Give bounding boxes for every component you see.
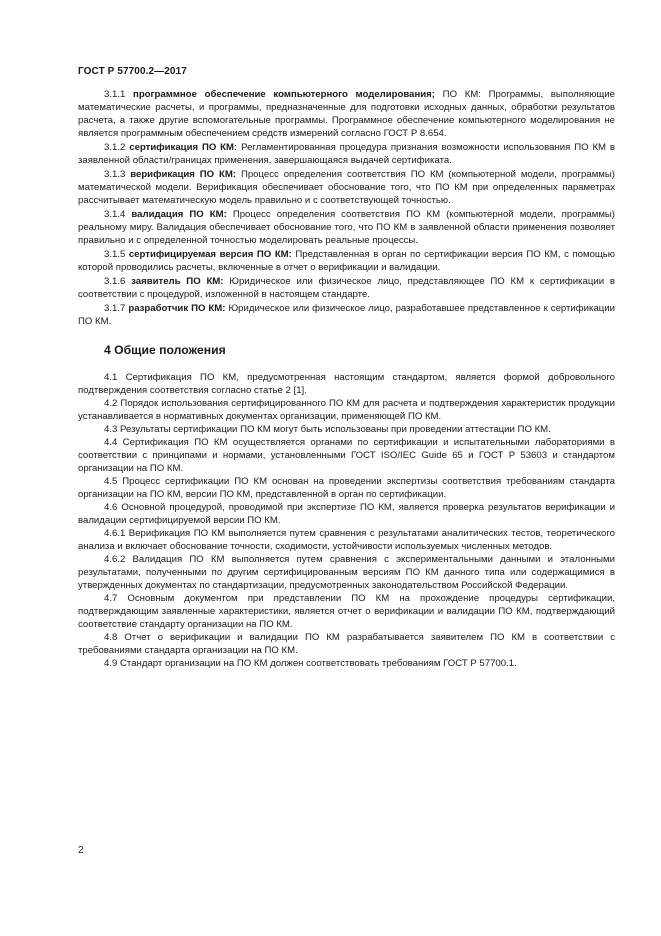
clause-number: 3.1.6: [104, 276, 126, 287]
clause-number: 3.1.3: [104, 169, 126, 180]
section-heading: 4 Общие положения: [104, 343, 226, 357]
definition-text: Процесс определения соответствия ПО КМ (компьютерной модели, программы) реальному миру. Валидация обеспечивает обоснование того, что ПО КМ в заявленной области применения позволяет правильно и с определенной точностью моделировать реальные процессы.: [78, 209, 616, 246]
clause-number: 3.1.4: [104, 209, 126, 220]
term: валидация ПО КМ:: [131, 209, 227, 220]
definition-3-1-1: [78, 88, 615, 140]
clause-4-7: 4.7 Основным документом при представлении ПО КМ на прохождение процедуры сертификации, подтверждающим заявленные характеристики, является отчет о верификации и валидации ПО КМ, подтверждающий соответствие стандарту организации на ПО КМ.: [78, 593, 615, 630]
clause-number: 3.1.2: [104, 142, 126, 153]
clause-4-6: 4.6 Основной процедурой, проводимой при экспертизе ПО КМ, является проверка результатов верификации и валидации сертифицируемой версии ПО КМ.: [78, 502, 615, 526]
clause-4-4: 4.4 Сертификация ПО КМ осуществляется органами по сертификации и испытательными лабораториями в соответствии с принципами и нормами, установленными ГОСТ ISO/IEC Guide 65 и ГОСТ Р 53603 и стандартом организации на ПО КМ.: [78, 437, 615, 474]
definition-text: Юридическое или физическое лицо, разработавшее представленное к сертификации ПО КМ.: [78, 303, 615, 327]
clause-4-5: 4.5 Процесс сертификации ПО КМ основан на проведении экспертизы соответствия требованиям стандарта организации на ПО КМ, версии ПО КМ, представленной в орган по сертификации.: [78, 476, 615, 500]
definition-text: Представленная в орган по сертификации версия ПО КМ, с помощью которой проводились расчеты, включенные в отчет о верификации и валидации.: [78, 249, 615, 273]
definition-3-1-2: [78, 141, 615, 167]
page-number: 2: [78, 845, 84, 856]
definition-3-1-4: [78, 208, 615, 247]
term: разработчик ПО КМ:: [128, 303, 226, 314]
term: заявитель ПО КМ:: [131, 276, 224, 287]
clause-4-1: 4.1 Сертификация ПО КМ, предусмотренная настоящим стандартом, является формой добровольного подтверждения соответствия согласно статье 2 [1].: [78, 372, 615, 396]
term: сертификация ПО КМ:: [129, 142, 238, 153]
term: верификация ПО КМ:: [130, 169, 237, 180]
definition-text: Юридическое или физическое лицо, представляющее ПО КМ к сертификации в соответствии с процедурой, изложенной в настоящем стандарте.: [78, 276, 615, 300]
term: программное обеспечение компьютерного моделирования;: [133, 89, 435, 100]
document-header: ГОСТ Р 57700.2—2017: [78, 66, 187, 77]
clause-number: 3.1.1: [104, 89, 126, 100]
clause-4-3: 4.3 Результаты сертификации ПО КМ могут быть использованы при проведении аттестации ПО КМ.: [104, 424, 551, 435]
clause-4-2: 4.2 Порядок использования сертифицированного ПО КМ для расчета и подтверждения характеристик продукции устанавливается в нормативных документах организации, применяющей ПО КМ.: [78, 398, 615, 422]
definition-text: Процесс определения соответствия ПО КМ (компьютерной модели, программы) математической модели. Верификация обеспечивает обоснование того, что ПО КМ при определенных параметрах рассчитывает математическую модель правильно и с соответствующей точностью.: [78, 169, 615, 206]
definition-text: Регламентированная процедура признания возможности использования ПО КМ в заявленной области/границах применения, завершающаяся выдачей сертификата.: [78, 142, 616, 166]
definition-3-1-7: [78, 302, 615, 328]
page-content: [78, 88, 615, 670]
clause-4-9: 4.9 Стандарт организации на ПО КМ должен соответствовать требованиям ГОСТ Р 57700.1.: [104, 658, 517, 669]
definition-text: ПО КМ: Программы, выполняющие математические расчеты, и программы, предназначенные для подготовки исходных данных, обработки результатов расчета, а также другие вспомогательные программы. Программное обеспечение компьютерного моделирования не является программным обеспечением средств измерений согласно ГОСТ Р 8.654.: [78, 89, 615, 139]
clause-4-8: 4.8 Отчет о верификации и валидации ПО КМ разрабатывается заявителем ПО КМ в соответствии с требованиями стандарта организации на ПО КМ.: [78, 632, 615, 656]
definition-3-1-6: [78, 275, 615, 301]
clause-4-6-2: 4.6.2 Валидация ПО КМ выполняется путем сравнения с экспериментальными данными и эталонными результатами, полученными по другим сертифицированным версиям ПО КМ данного типа или содержащимися в утвержденных документах по стандартизации, предусмотренных законодательством Российской Федерации.: [78, 554, 615, 591]
clause-number: 3.1.5: [104, 249, 126, 260]
clause-4-6-1: 4.6.1 Верификация ПО КМ выполняется путем сравнения с результатами аналитических тестов, теоретического анализа и включает обоснование точности, сходимости, устойчивости используемых численных методов.: [78, 528, 615, 552]
definition-3-1-3: [78, 168, 615, 207]
definition-3-1-5: [78, 248, 615, 274]
term: сертифицируемая версия ПО КМ:: [128, 249, 292, 260]
clause-number: 3.1.7: [104, 303, 126, 314]
